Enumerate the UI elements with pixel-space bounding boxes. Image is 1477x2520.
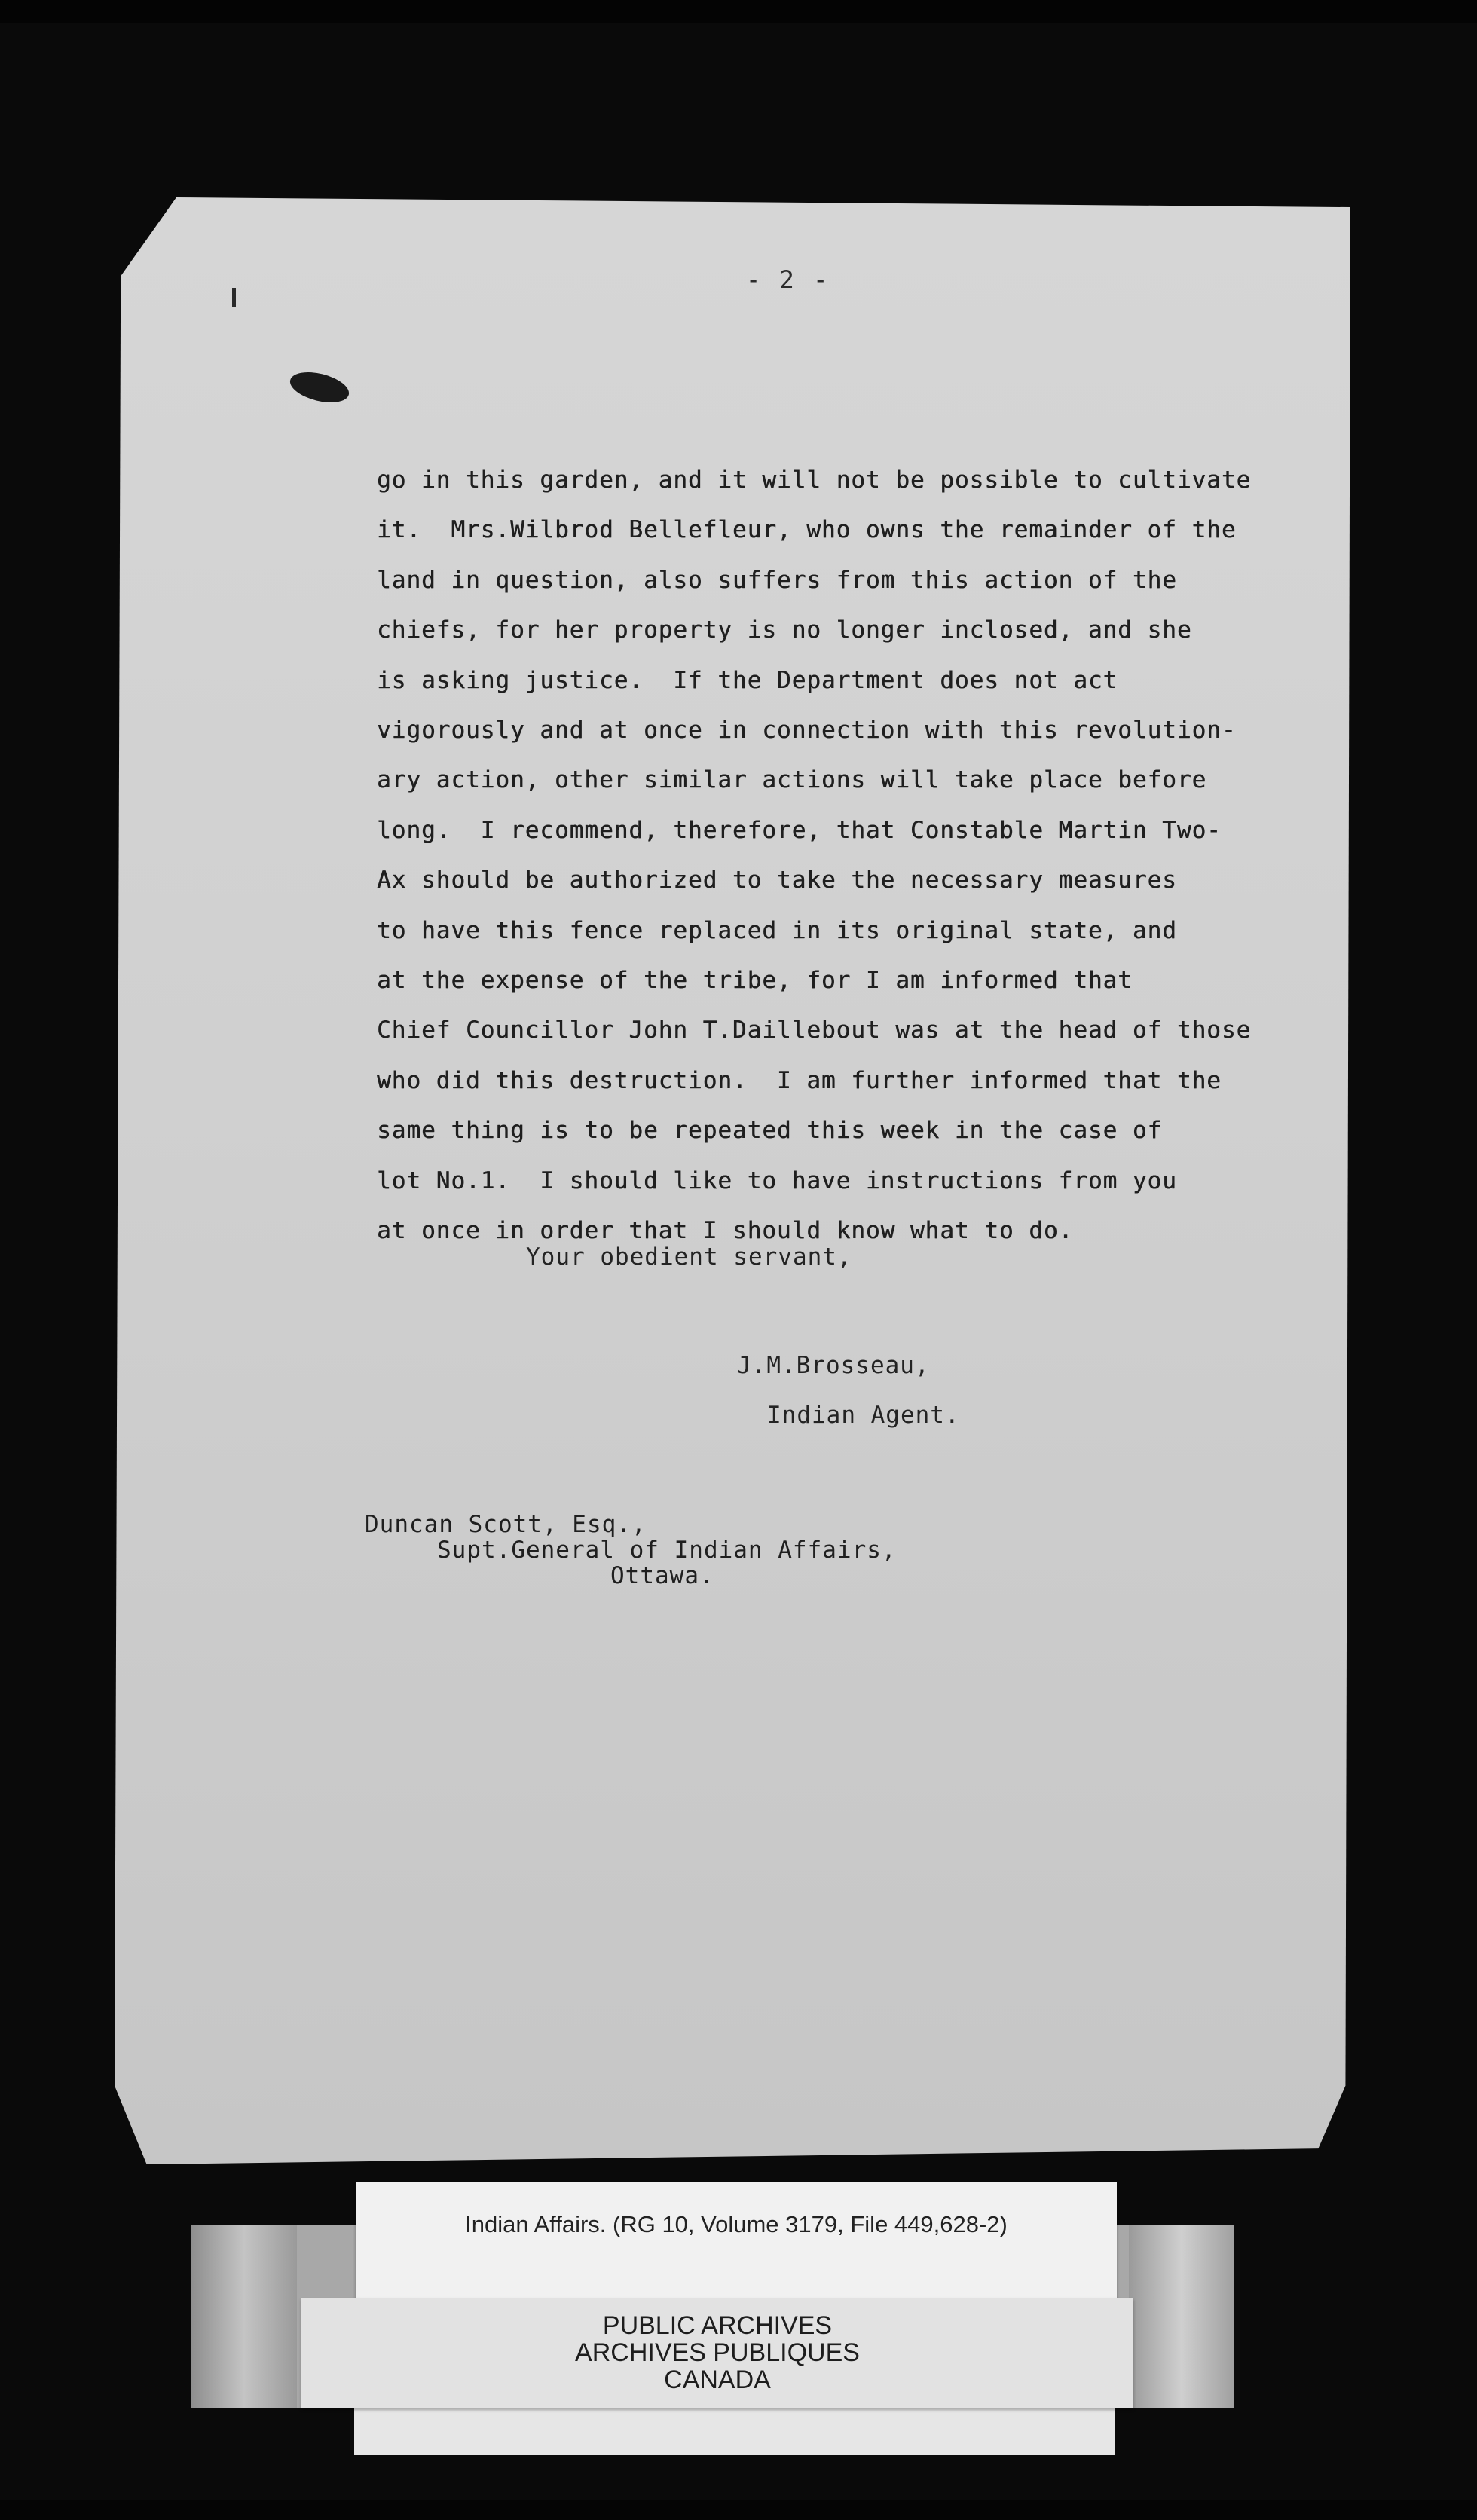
archive-stamp-line: CANADA (664, 2366, 771, 2394)
body-line: to have this fence replaced in its original state, and (377, 916, 1177, 944)
top-film-border (0, 0, 1477, 23)
addressee-block (365, 1512, 897, 1589)
addressee-city: Ottawa. (610, 1562, 714, 1589)
archive-stamp-text (301, 2312, 1133, 2393)
body-line: long. I recommend, therefore, that Constable Martin Two- (377, 816, 1222, 844)
archive-reference-text: Indian Affairs. (RG 10, Volume 3179, File 449,628-2) (465, 2211, 1008, 2237)
body-line: land in question, also suffers from this action of the (377, 566, 1177, 594)
body-line: who did this destruction. I am further informed that the (377, 1066, 1222, 1094)
body-line: at once in order that I should know what to do. (377, 1217, 1074, 1245)
archive-backing-left (191, 2225, 297, 2408)
signature-title: Indian Agent. (767, 1402, 960, 1429)
closing-salutation: Your obedient servant, (526, 1243, 852, 1271)
margin-mark (232, 288, 236, 307)
archive-stamp-line: ARCHIVES PUBLIQUES (575, 2338, 860, 2367)
bottom-film-border (0, 2500, 1477, 2520)
body-line: go in this garden, and it will not be possible to cultivate (377, 466, 1252, 494)
letter-body (377, 455, 1326, 1256)
body-line: is asking justice. If the Department does not act (377, 666, 1118, 694)
body-line: vigorously and at once in connection with this revolution- (377, 717, 1237, 745)
archive-reference-label (356, 2182, 1117, 2300)
page-number: - 2 - (746, 265, 830, 294)
body-line: ary action, other similar actions will take place before (377, 766, 1207, 794)
archive-stamp-label (301, 2298, 1133, 2408)
addressee-name: Duncan Scott, Esq., (365, 1511, 647, 1538)
body-line: at the expense of the tribe, for I am informed that (377, 967, 1133, 995)
body-line: Ax should be authorized to take the necessary measures (377, 867, 1177, 895)
body-line: same thing is to be repeated this week in the case of (377, 1117, 1163, 1145)
body-line: Chief Councillor John T.Daillebout was at the head of those (377, 1017, 1252, 1044)
signature-name: J.M.Brosseau, (737, 1352, 930, 1379)
archive-stamp-line: PUBLIC ARCHIVES (602, 2311, 833, 2340)
archive-backing-right (1129, 2225, 1234, 2408)
addressee-title: Supt.General of Indian Affairs, (437, 1537, 897, 1564)
body-line: lot No.1. I should like to have instructions from you (377, 1167, 1177, 1194)
body-line: it. Mrs.Wilbrod Bellefleur, who owns the remainder of the (377, 516, 1237, 544)
body-line: chiefs, for her property is no longer inclosed, and she (377, 616, 1192, 644)
